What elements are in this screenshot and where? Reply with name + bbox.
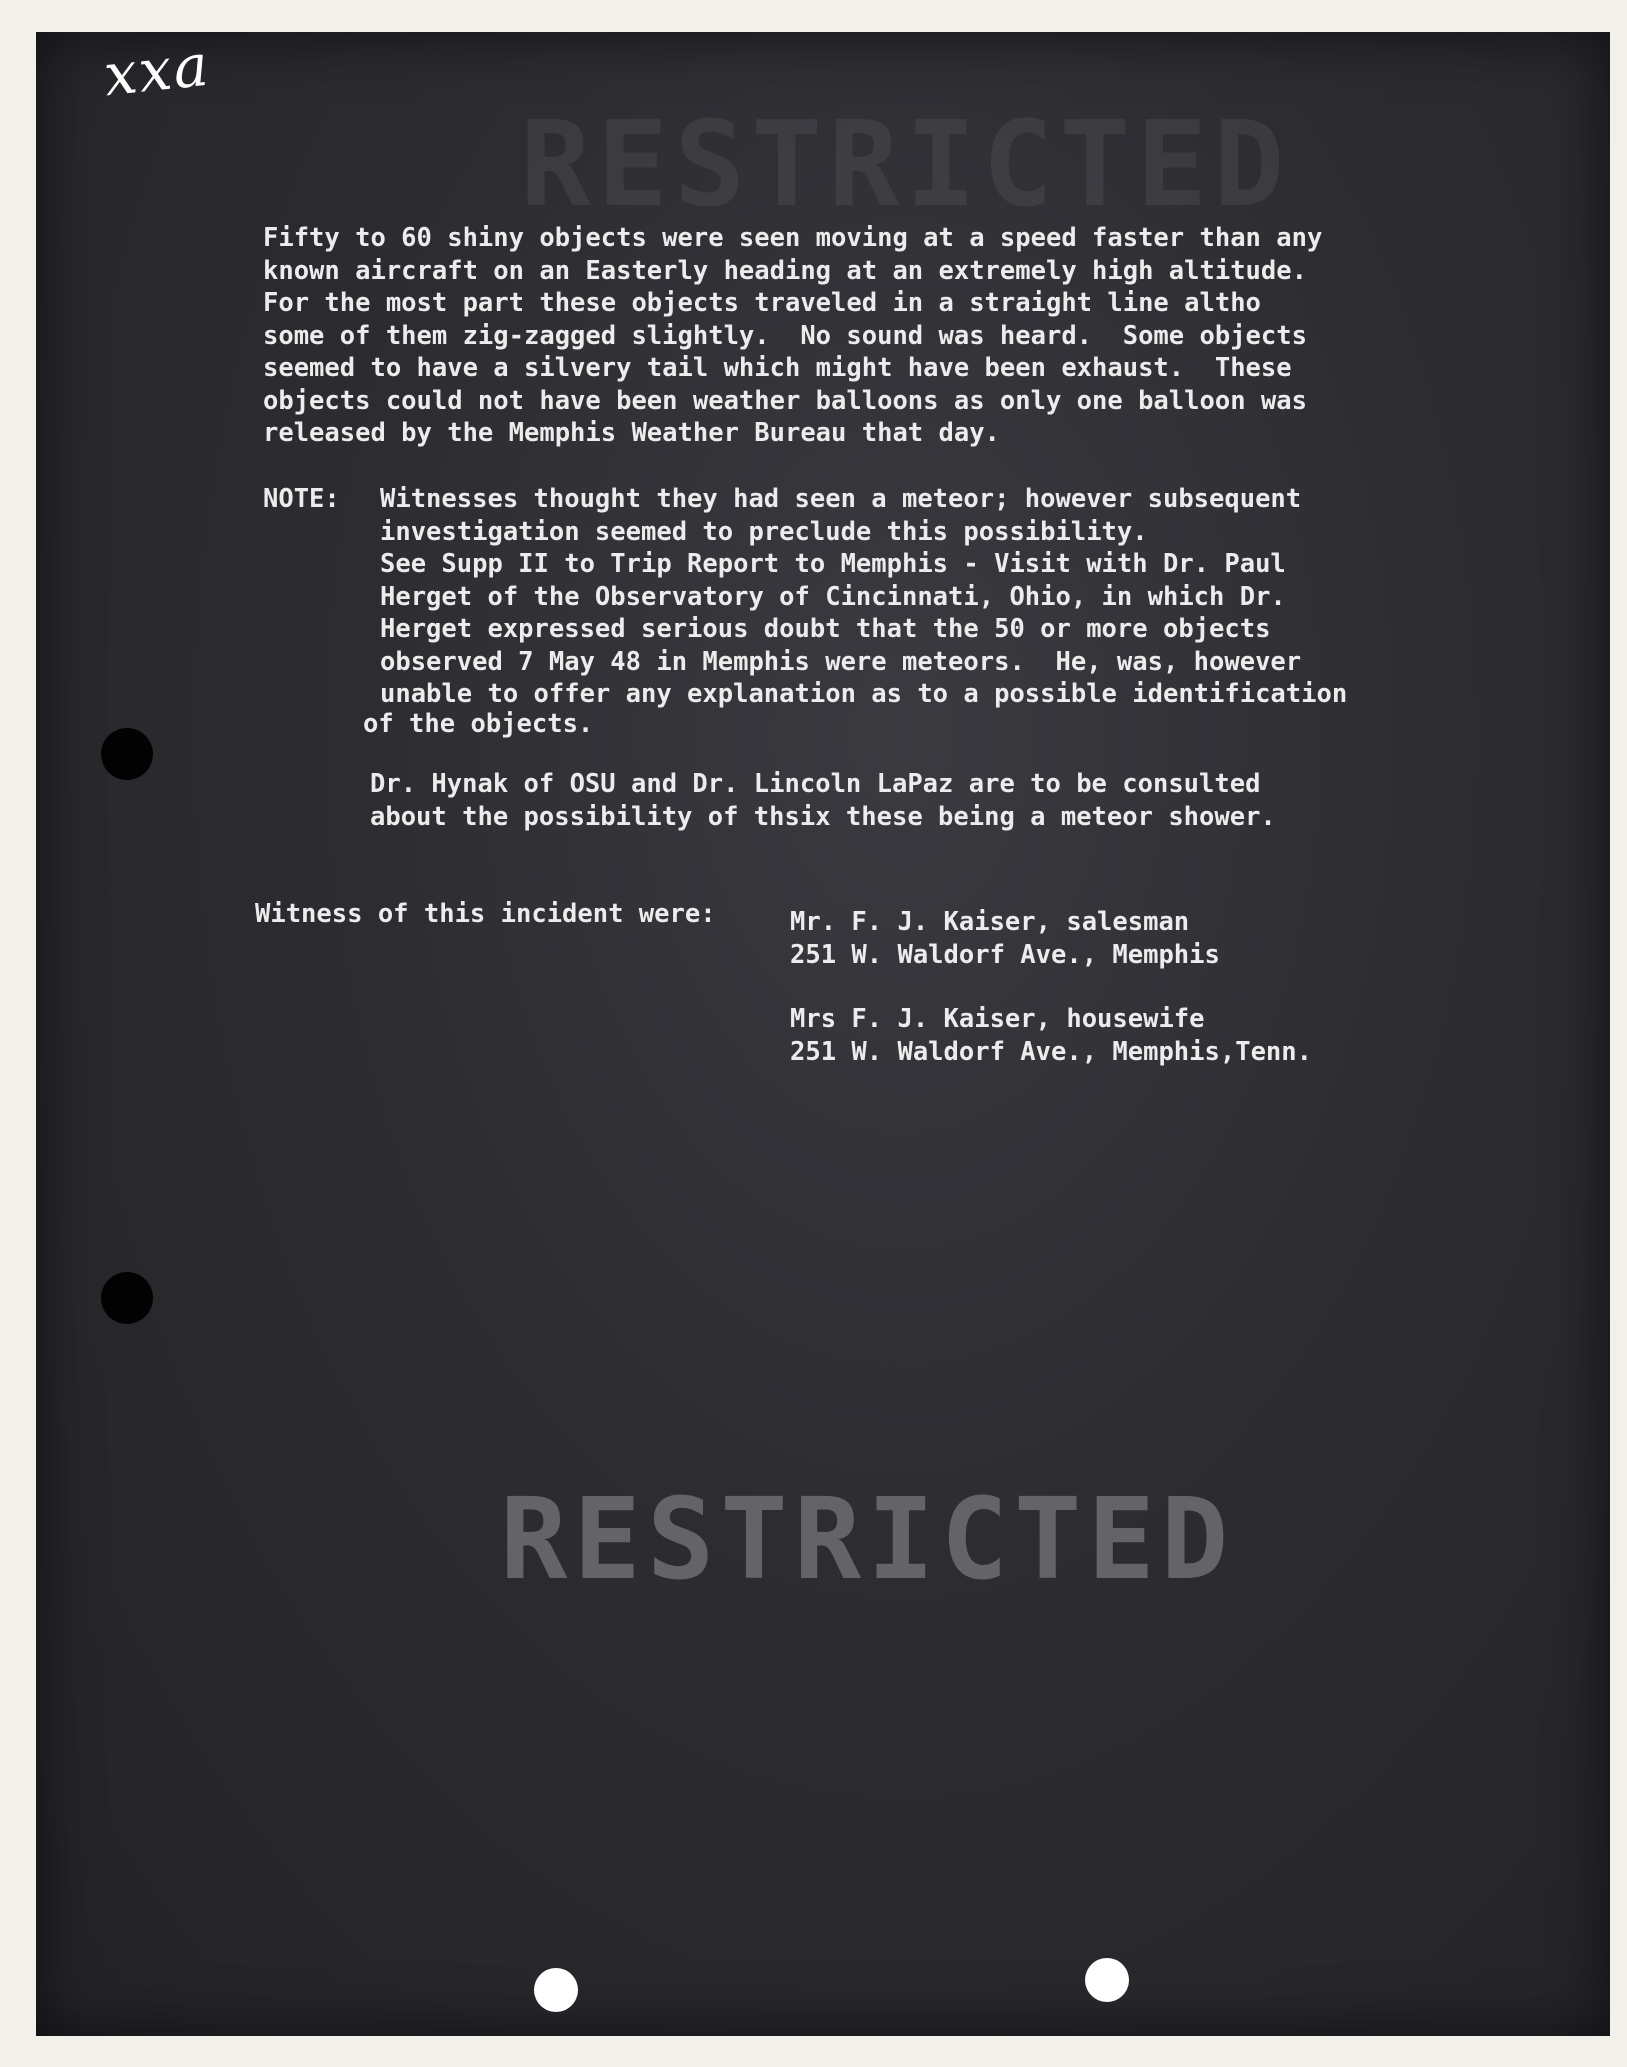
punch-hole: [1085, 1958, 1129, 2002]
note-paragraph-end: of the objects.: [363, 709, 594, 739]
note-label: NOTE:: [263, 484, 340, 514]
witness-entry: Mr. F. J. Kaiser, salesman 251 W. Waldorf Ave., Memphis: [790, 907, 1220, 970]
witness-entry: Mrs F. J. Kaiser, housewife 251 W. Waldorf Ave., Memphis,Tenn.: [790, 1004, 1312, 1067]
consultation-paragraph: Dr. Hynak of OSU and Dr. Lincoln LaPaz are to be consulted about the possibility of thsix these being a meteor shower.: [370, 769, 1276, 832]
restricted-stamp-top: RESTRICTED: [520, 95, 1291, 233]
punch-hole: [534, 1968, 578, 2012]
note-paragraph: Witnesses thought they had seen a meteor; however subsequent investigation seemed to preclude this possibility. See Supp II to Trip Report to Memphis - Visit with Dr. Paul Herget of the Observatory of Cincinnati, Ohio, in which Dr. Herget expressed serious doubt that the 50 or more objects observed 7 May 48 in Memphis were meteors. He, was, however unable to offer any explanation as to a possible identification: [380, 484, 1348, 709]
punch-hole: [101, 1272, 153, 1324]
witness-label: Witness of this incident were:: [255, 899, 716, 929]
handwritten-mark: xxa: [100, 30, 214, 110]
restricted-stamp-bottom: RESTRICTED: [500, 1475, 1235, 1605]
punch-hole: [101, 728, 153, 780]
body-paragraph: Fifty to 60 shiny objects were seen moving at a speed faster than any known aircraft on an Easterly heading at an extremely high altitude. For the most part these objects traveled in a straight line altho some of them zig-zagged slightly. No sound was heard. Some objects seemed to have a silvery tail which might have been exhaust. These objects could not have been weather balloons as only one balloon was released by the Memphis Weather Bureau that day.: [263, 223, 1323, 448]
